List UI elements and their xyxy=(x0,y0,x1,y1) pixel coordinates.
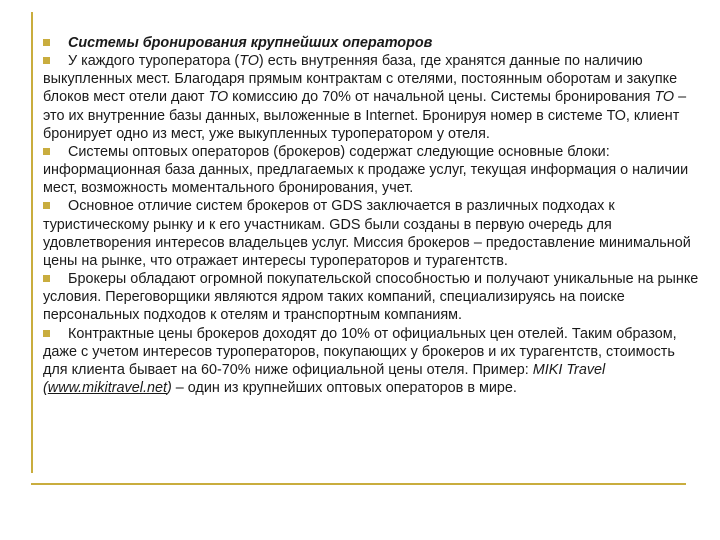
paragraph-contract-prices xyxy=(43,325,703,398)
abbr-to: ТО xyxy=(654,89,675,106)
square-bullet-icon xyxy=(43,57,50,64)
square-bullet-icon xyxy=(43,39,50,46)
text-segment: У каждого туроператора ( xyxy=(68,53,240,70)
bottom-accent-rule xyxy=(31,483,686,485)
text-segment: ) есть внутренняя база, где хранятся данные по наличию выкупленных мест. Благодаря прямым контрактам с отелями, постоянным оборотам и закупке блоков мест отели дают xyxy=(43,53,678,106)
left-accent-rule xyxy=(31,12,33,473)
slide-body xyxy=(43,34,703,397)
title-paragraph xyxy=(43,34,703,52)
text-segment: Системы оптовых операторов (брокеров) содержат следующие основные блоки: информационная база данных, предлагаемых к продаже услуг, текущая информация о наличии мест, возможность моментального бронирования, учет. xyxy=(43,143,689,197)
example-company: MIKI Travel ( xyxy=(43,361,606,396)
paragraph-broker-systems xyxy=(43,143,703,197)
text-segment: Брокеры обладают огромной покупательской способностью и получают уникальные на рынке условия. Переговорщики являются ядром таких компаний, специализируясь на поиске персональных подходов к отелям и транспортным компаниям. xyxy=(43,271,699,324)
square-bullet-icon xyxy=(43,275,50,282)
square-bullet-icon xyxy=(43,148,50,155)
slide-title: Системы бронирования крупнейших операторов xyxy=(68,35,433,51)
paragraph-tour-operators xyxy=(43,52,703,143)
paragraph-broker-power xyxy=(43,270,703,324)
mikitravel-link[interactable]: www.mikitravel.net xyxy=(47,379,167,396)
text-segment: Основное отличие систем брокеров от GDS заключается в различных подходах к туристическому рынку и к его участникам. GDS были созданы в первую очередь для удовлетворения интересов владельцев услуг. Миссия брокеров – предоставление минимальной цены на рынке, что отражает интересы туроператоров и турагентств. xyxy=(43,198,691,269)
text-segment: комиссию до 70% от начальной цены. Системы бронирования xyxy=(228,89,655,106)
square-bullet-icon xyxy=(43,202,50,209)
abbr-to: ТО xyxy=(208,89,229,106)
paragraph-gds-difference xyxy=(43,197,703,270)
text-segment: – один из крупнейших оптовых операторов в мире. xyxy=(171,379,517,396)
text-segment: – это их внутренние базы данных, выложенные в Internet. Бронируя номер в системе ТО, клиент бронирует одно из мест, уже выкупленных туроператором у отеля. xyxy=(43,89,687,142)
square-bullet-icon xyxy=(43,330,50,337)
abbr-to: ТО xyxy=(239,53,259,70)
example-close: ) xyxy=(166,379,172,396)
text-segment: Контрактные цены брокеров доходят до 10% от официальных цен отелей. Таким образом, даже с учетом интересов туроператоров, покупающих у брокеров и их турагентств, стоимость для клиента бывает на 60-70% ниже официальной цены отеля. Пример: xyxy=(43,325,677,378)
